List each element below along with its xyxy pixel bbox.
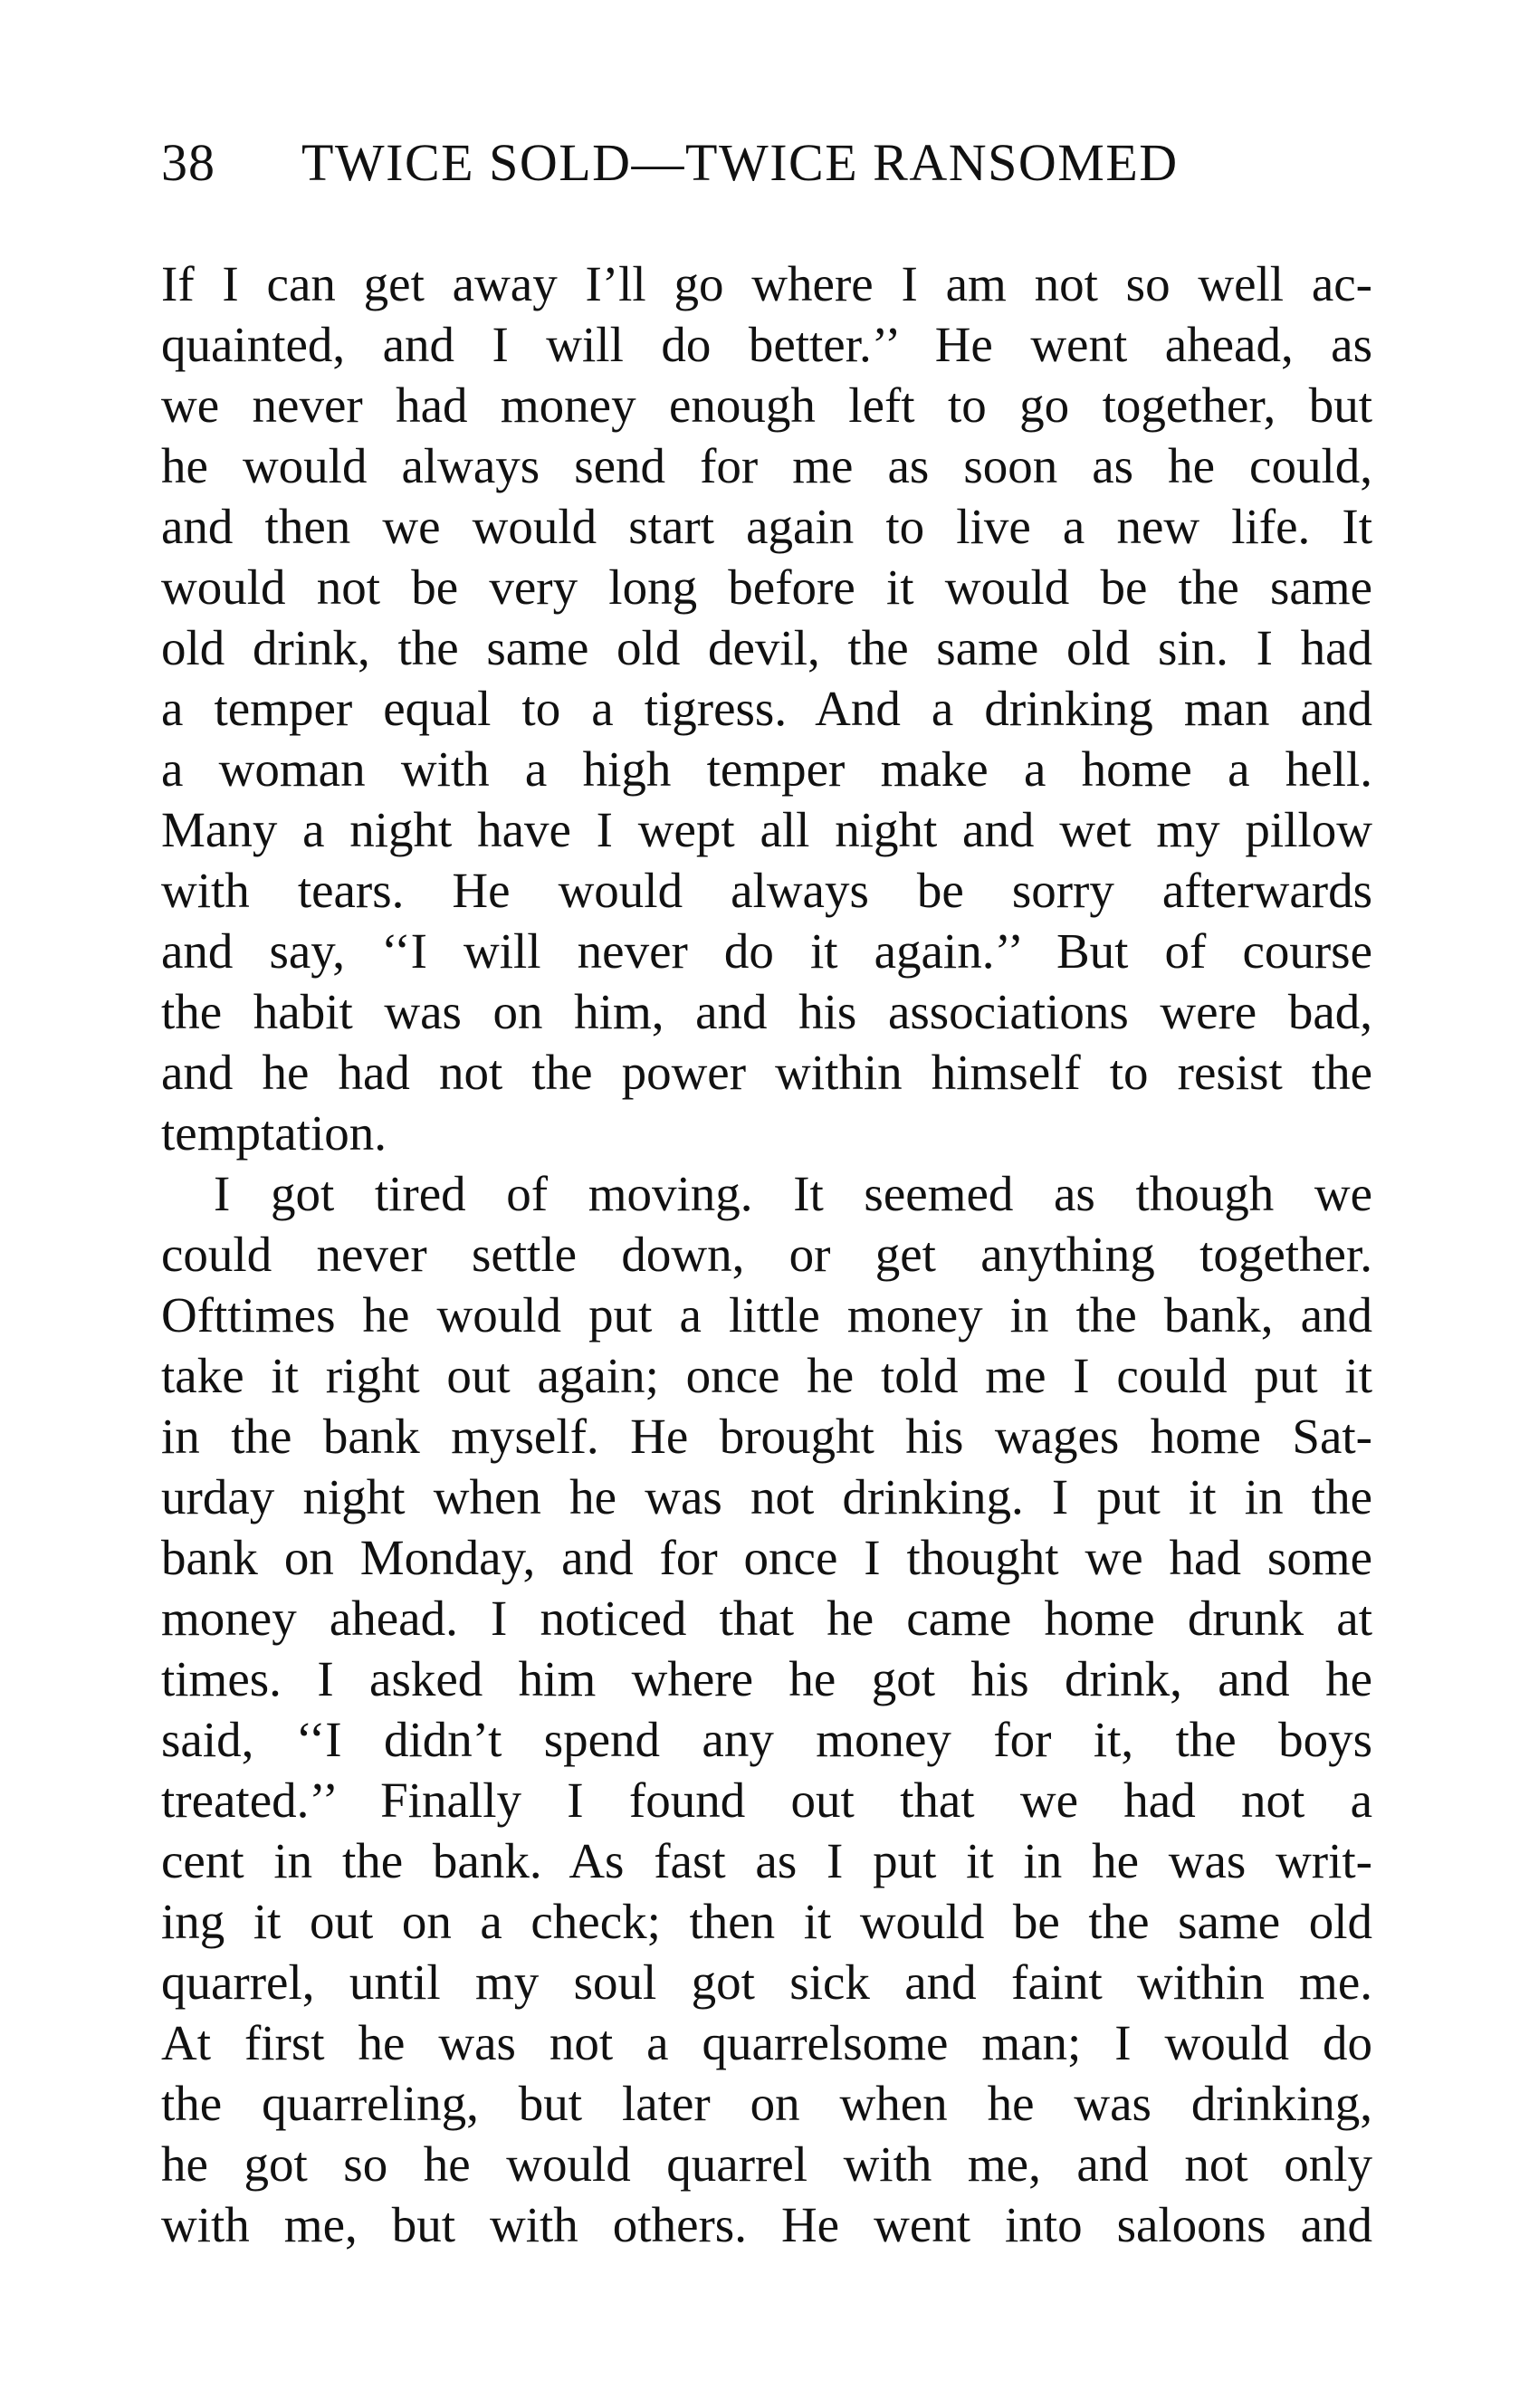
text-line: the quarreling, but later on when he was drinking,: [161, 2076, 1372, 2131]
text-line: quarrel, until my soul got sick and faint within me.: [161, 1954, 1372, 2010]
text-line: would not be very long before it would be the same: [161, 559, 1372, 615]
text-line: Ofttimes he would put a little money in the bank, and: [161, 1287, 1372, 1343]
body-text: [161, 253, 1372, 2255]
text-line: and he had not the power within himself to resist the: [161, 1045, 1372, 1100]
text-line: old drink, the same old devil, the same old sin. I had: [161, 620, 1372, 675]
text-line: he got so he would quarrel with me, and not only: [161, 2136, 1372, 2192]
text-line: he would always send for me as soon as he could,: [161, 438, 1372, 493]
text-line: a temper equal to a tigress. And a drinking man and: [161, 681, 1372, 736]
text-line: bank on Monday, and for once I thought we had some: [161, 1530, 1372, 1585]
paragraph-end-line: temptation.: [161, 1105, 387, 1161]
text-line: we never had money enough left to go together, but: [161, 377, 1372, 433]
text-line: money ahead. I noticed that he came home drunk at: [161, 1591, 1372, 1646]
text-line: said, ‘‘I didn’t spend any money for it, the boys: [161, 1712, 1372, 1767]
text-line: the habit was on him, and his associations were bad,: [161, 984, 1372, 1039]
running-head: [161, 127, 1374, 199]
paragraph-start-line: I got tired of moving. It seemed as though we: [214, 1166, 1372, 1221]
text-line: Many a night have I wept all night and wet my pillow: [161, 802, 1372, 857]
text-line: could never settle down, or get anything together.: [161, 1227, 1372, 1282]
text-line: in the bank myself. He brought his wages home Sat-: [161, 1409, 1372, 1464]
text-line: urday night when he was not drinking. I put it in the: [161, 1469, 1372, 1524]
text-line: and say, ‘‘I will never do it again.’’ But of course: [161, 923, 1372, 979]
text-line: At first he was not a quarrelsome man; I would do: [161, 2015, 1372, 2070]
text-line: treated.’’ Finally I found out that we had not a: [161, 1773, 1372, 1828]
text-line: with tears. He would always be sorry afterwards: [161, 863, 1372, 918]
text-line: and then we would start again to live a new life. It: [161, 499, 1372, 554]
text-line: with me, but with others. He went into saloons and: [161, 2197, 1372, 2252]
text-line: quainted, and I will do better.’’ He went ahead, as: [161, 317, 1372, 372]
text-line: If I can get away I’ll go where I am not so well ac-: [161, 256, 1372, 311]
running-title: TWICE SOLD—TWICE RANSOMED: [301, 133, 1179, 192]
text-line: a woman with a high temper make a home a hell.: [161, 741, 1372, 797]
text-line: take it right out again; once he told me I could put it: [161, 1348, 1372, 1403]
page-number: 38: [161, 133, 215, 192]
text-line: ing it out on a check; then it would be the same old: [161, 1894, 1372, 1949]
text-line: cent in the bank. As fast as I put it in he was writ-: [161, 1833, 1372, 1888]
text-line: times. I asked him where he got his drink, and he: [161, 1651, 1372, 1706]
